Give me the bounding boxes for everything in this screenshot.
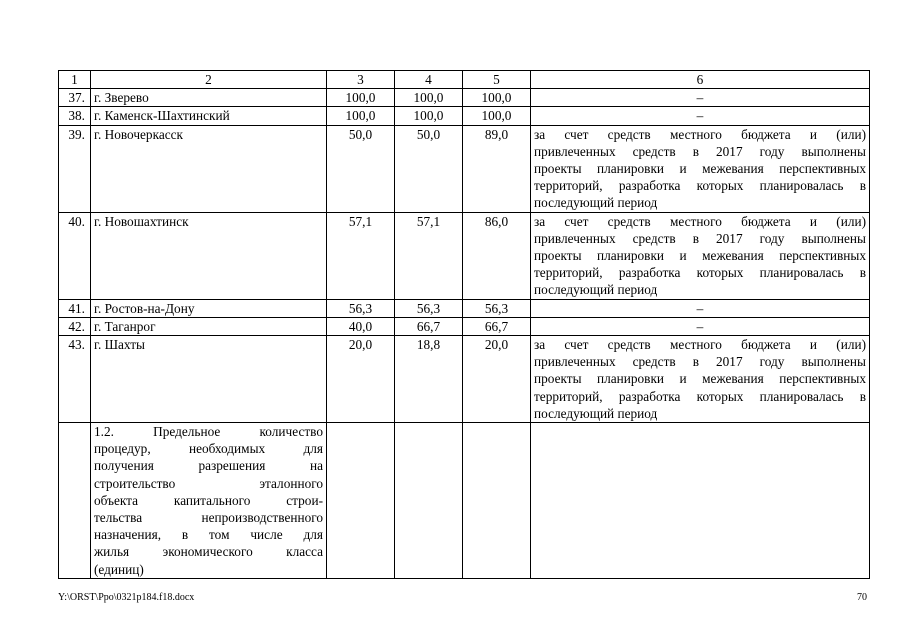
- table-row: [59, 336, 870, 423]
- note-line: привлеченных средств в 2017 году выполнены: [534, 230, 866, 246]
- value-col4: 56,3: [395, 299, 463, 317]
- value-col4: 18,8: [395, 336, 463, 423]
- value-col3: 57,1: [327, 212, 395, 299]
- note-line: проекты планировки и межевания перспективных: [534, 161, 866, 177]
- municipality-name: г. Новочеркасск: [91, 125, 327, 212]
- row-number: 37.: [59, 89, 91, 107]
- value-col5: 86,0: [463, 212, 531, 299]
- header-cell: 2: [91, 71, 327, 89]
- page-number: 70: [857, 592, 867, 603]
- value-col3: 56,3: [327, 299, 395, 317]
- value-col3: 100,0: [327, 107, 395, 125]
- municipality-name: г. Каменск-Шахтинский: [91, 107, 327, 125]
- value-col4: 66,7: [395, 317, 463, 335]
- note-cell: [531, 336, 870, 423]
- note-line: за счет средств местного бюджета и (или): [534, 337, 866, 353]
- indicators-table: [58, 70, 870, 579]
- section-row: [59, 423, 870, 579]
- note-line: территорий, разработка которых планировалась в: [534, 388, 866, 404]
- note-line: проекты планировки и межевания перспективных: [534, 371, 866, 387]
- row-number: 41.: [59, 299, 91, 317]
- table-row: [59, 299, 870, 317]
- note-line: привлеченных средств в 2017 году выполнены: [534, 354, 866, 370]
- section-line: жилья экономического класса: [94, 544, 323, 560]
- value-col3: 50,0: [327, 125, 395, 212]
- value-col5: 66,7: [463, 317, 531, 335]
- value-col3: 20,0: [327, 336, 395, 423]
- note-line: за счет средств местного бюджета и (или): [534, 126, 866, 142]
- municipality-name: г. Таганрог: [91, 317, 327, 335]
- municipality-name: г. Новошахтинск: [91, 212, 327, 299]
- note-line: за счет средств местного бюджета и (или): [534, 213, 866, 229]
- value-col5: 56,3: [463, 299, 531, 317]
- municipality-name: г. Ростов-на-Дону: [91, 299, 327, 317]
- row-number: 38.: [59, 107, 91, 125]
- note-cell: –: [531, 107, 870, 125]
- row-number: 40.: [59, 212, 91, 299]
- note-line: проекты планировки и межевания перспективных: [534, 248, 866, 264]
- note-line: последующий период: [534, 405, 658, 421]
- note-cell: –: [531, 89, 870, 107]
- section-line: (единиц): [94, 561, 144, 577]
- row-number: 39.: [59, 125, 91, 212]
- section-title: [91, 423, 327, 579]
- header-cell: 4: [395, 71, 463, 89]
- table-row: [59, 212, 870, 299]
- municipality-name: г. Шахты: [91, 336, 327, 423]
- section-line: строительство эталонного: [94, 475, 323, 491]
- section-line: процедур, необходимых для: [94, 441, 323, 457]
- section-line: назначения, в том числе для: [94, 527, 323, 543]
- row-number: 42.: [59, 317, 91, 335]
- value-col5: 100,0: [463, 107, 531, 125]
- note-line: территорий, разработка которых планировалась в: [534, 265, 866, 281]
- table-row: [59, 89, 870, 107]
- value-col5: 100,0: [463, 89, 531, 107]
- note-line: последующий период: [534, 195, 658, 211]
- empty-cell: [395, 423, 463, 579]
- empty-cell: [531, 423, 870, 579]
- municipality-name: г. Зверево: [91, 89, 327, 107]
- header-row: [59, 71, 870, 89]
- note-line: последующий период: [534, 282, 658, 298]
- table-row: [59, 125, 870, 212]
- value-col5: 89,0: [463, 125, 531, 212]
- table-row: [59, 107, 870, 125]
- note-line: территорий, разработка которых планировалась в: [534, 178, 866, 194]
- value-col4: 100,0: [395, 107, 463, 125]
- value-col5: 20,0: [463, 336, 531, 423]
- value-col4: 100,0: [395, 89, 463, 107]
- table-row: [59, 317, 870, 335]
- value-col4: 57,1: [395, 212, 463, 299]
- value-col3: 40,0: [327, 317, 395, 335]
- header-cell: 3: [327, 71, 395, 89]
- note-cell: [531, 212, 870, 299]
- header-cell: 5: [463, 71, 531, 89]
- empty-cell: [59, 423, 91, 579]
- empty-cell: [327, 423, 395, 579]
- note-cell: –: [531, 299, 870, 317]
- note-cell: [531, 125, 870, 212]
- file-path: Y:\ORST\Ppo\0321p184.f18.docx: [58, 592, 195, 603]
- section-line: 1.2. Предельное количество: [94, 424, 323, 440]
- section-line: получения разрешения на: [94, 458, 323, 474]
- row-number: 43.: [59, 336, 91, 423]
- value-col4: 50,0: [395, 125, 463, 212]
- header-cell: 6: [531, 71, 870, 89]
- section-line: тельства непроизводственного: [94, 510, 323, 526]
- note-cell: –: [531, 317, 870, 335]
- note-line: привлеченных средств в 2017 году выполнены: [534, 143, 866, 159]
- section-line: объекта капитального строи-: [94, 492, 323, 508]
- value-col3: 100,0: [327, 89, 395, 107]
- header-cell: 1: [59, 71, 91, 89]
- empty-cell: [463, 423, 531, 579]
